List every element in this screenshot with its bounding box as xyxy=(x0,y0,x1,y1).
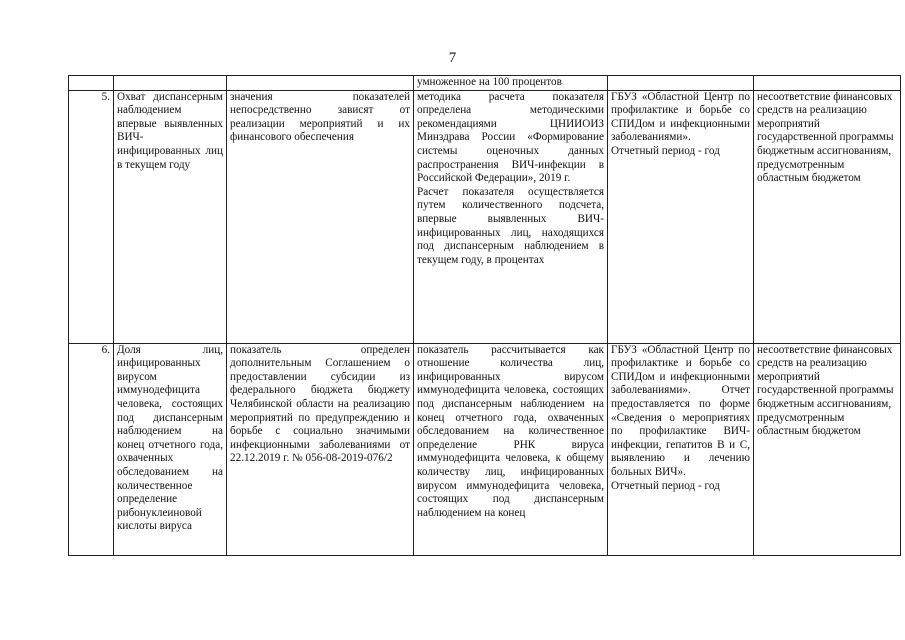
table-row-5 xyxy=(69,90,901,343)
cell-indicator xyxy=(114,76,227,91)
risk-factors: несоответствие финансовых средств на реализацию мероприятий государственной программы бюджетным ассигнованиям, предусмотренным областным бюджетом xyxy=(754,343,901,555)
indicator-name: Доля лиц, инфицированных вирусом иммунодефицита человека, состоящих под диспансерным наблюдением на конец отчетного года, охваченных обследованием на количественное определение рибонуклеиновой кислоты вируса xyxy=(114,343,227,555)
risk-factors: несоответствие финансовых средств на реализацию мероприятий государственной программы бюджетным ассигнованиям, предусмотренным областным бюджетом xyxy=(754,90,901,343)
cell-method: умноженное на 100 процентов xyxy=(414,76,608,91)
indicator-name: Охват диспансерным наблюдением впервые выявленных ВИЧ-инфицированных лиц в текущем году xyxy=(114,90,227,343)
table-row-continuation xyxy=(69,76,901,91)
row-number: 6. xyxy=(69,343,114,555)
cell-source xyxy=(608,76,754,91)
indicator-values-note: показатель определен дополнительным Соглашением о предоставлении субсидии из федерального бюджета бюджету Челябинской области на реализацию мероприятий по предупреждению и борьбе с социально значимыми инфекционными заболеваниями от 22.12.2019 г. № 056-08-2019-076/2 xyxy=(227,343,414,555)
row-number: 5. xyxy=(69,90,114,343)
cell-values xyxy=(227,76,414,91)
indicator-values-note: значения показателей непосредственно зависят от реализации мероприятий и их финансового обеспечения xyxy=(227,90,414,343)
cell-num xyxy=(69,76,114,91)
data-source: ГБУЗ «Областной Центр по профилактике и борьбе со СПИДом и инфекционными заболеваниями». Отчетный период - год xyxy=(608,90,754,343)
calculation-method: методика расчета показателя определена методическими рекомендациями ЦНИИОИЗ Минздрава России «Формирование системы оценочных данных распространения ВИЧ-инфекции в Российской Федерации», 2019 г. Расчет показателя осуществляется путем количественного подсчета, впервые выявленных ВИЧ-инфицированных лиц, находящихся под диспансерным наблюдением в текущем году, в процентах xyxy=(414,90,608,343)
calculation-method: показатель рассчитывается как отношение количества лиц, инфицированных вирусом иммунодефицита человека, состоящих под диспансерным наблюдением на конец отчетного года, охваченных обследованием на количественное определение РНК вируса иммунодефицита человека, к общему количеству лиц, инфицированных вирусом иммунодефицита человека, состоящих под диспансерным наблюдением на конец xyxy=(414,343,608,555)
indicators-table xyxy=(68,75,901,556)
page-number: 7 xyxy=(448,50,457,66)
cell-risks xyxy=(754,76,901,91)
data-source: ГБУЗ «Областной Центр по профилактике и борьбе со СПИДом и инфекционными заболеваниями». Отчет предоставляется по форме «Сведения о мероприятиях по профилактике ВИЧ-инфекции, гепатитов В и С, выявлению и лечению больных ВИЧ». Отчетный период - год xyxy=(608,343,754,555)
table-row-6 xyxy=(69,343,901,555)
